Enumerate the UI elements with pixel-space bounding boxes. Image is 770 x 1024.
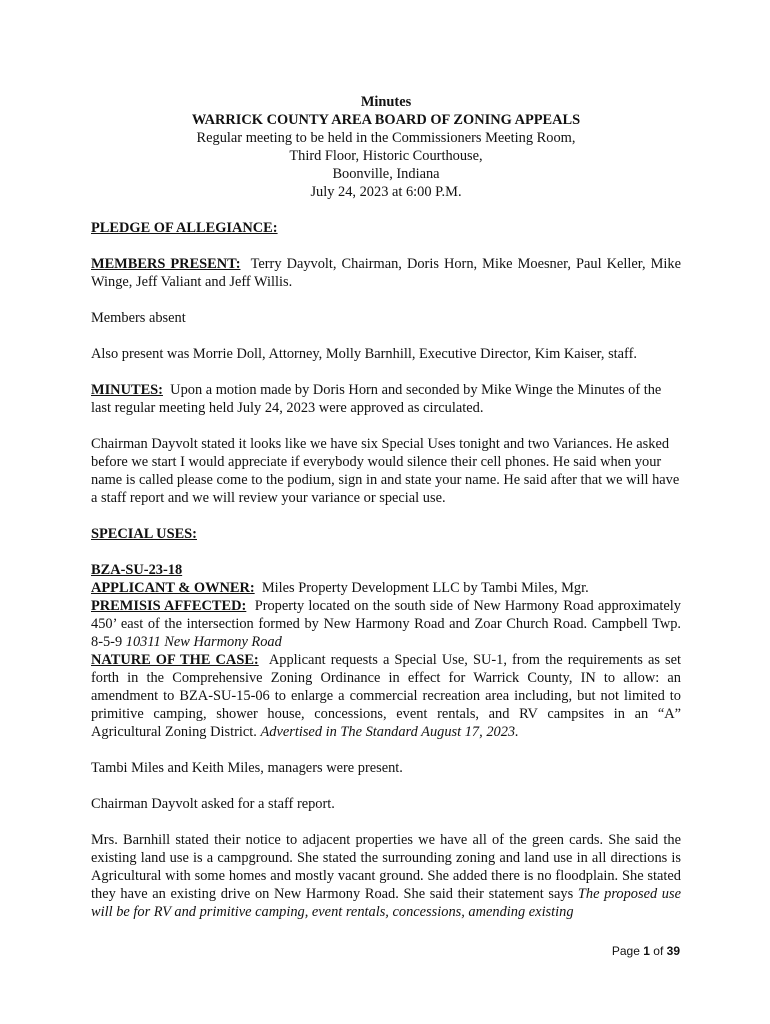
members-absent-line: Members absent xyxy=(91,310,186,326)
applicant-line xyxy=(91,579,681,597)
nature-label: NATURE OF THE CASE: xyxy=(91,652,259,668)
minutes-label: MINUTES: xyxy=(91,382,163,398)
meeting-location-line: Regular meeting to be held in the Commissioners Meeting Room, xyxy=(196,130,576,146)
managers-present-line: Tambi Miles and Keith Miles, managers were present. xyxy=(91,760,403,776)
meeting-date-line: July 24, 2023 at 6:00 P.M. xyxy=(310,184,462,200)
staff-report-request: Chairman Dayvolt asked for a staff report. xyxy=(91,796,335,812)
document-header xyxy=(91,93,681,201)
advertised-note: Advertised in The Standard August 17, 2023. xyxy=(260,724,519,740)
premises-address: 10311 New Harmony Road xyxy=(125,634,282,650)
nature-text: Applicant requests a Special Use, SU-1, from the requirements as set forth in the Comprehensive Zoning Ordinance in effect for Warrick County, IN to allow: an amendment to BZA-SU-15-06 to enlarge a commercial recreation area including, but not limited to primitive camping, shower house, concessions, event rentals, and RV campsites in an “A” Agricultural Zoning District. xyxy=(91,652,681,740)
premises-text: Property located on the south side of New Harmony Road approximately 450’ east of the intersection formed by New Harmony Road and Zoar Church Road. Campbell Twp. 8-5-9 xyxy=(91,598,681,650)
page-number-footer xyxy=(612,942,680,960)
document-title: Minutes xyxy=(360,94,412,110)
members-present-paragraph xyxy=(91,255,681,291)
minutes-text: Upon a motion made by Doris Horn and seconded by Mike Winge the Minutes of the last regular meeting held July 24, 2023 were approved as circulated. xyxy=(91,382,662,416)
minutes-paragraph xyxy=(91,381,681,417)
page-label: Page xyxy=(611,944,640,958)
chairman-intro-paragraph: Chairman Dayvolt stated it looks like we have six Special Uses tonight and two Variances. He asked before we start I would appreciate if everybody would silence their cell phones. He said when your name is called please come to the podium, sign in and state your name. He said after that we will have a staff report and we will review your variance or special use. xyxy=(91,436,680,506)
case-number: BZA-SU-23-18 xyxy=(91,562,183,578)
page-of-label: of xyxy=(653,944,664,958)
meeting-floor-line: Third Floor, Historic Courthouse, xyxy=(289,148,483,164)
pledge-heading: PLEDGE OF ALLEGIANCE: xyxy=(91,220,278,236)
total-page-count: 39 xyxy=(666,944,680,958)
document-body xyxy=(91,93,681,921)
meeting-city-line: Boonville, Indiana xyxy=(332,166,440,182)
applicant-label: APPLICANT & OWNER: xyxy=(91,580,255,596)
organization-name: WARRICK COUNTY AREA BOARD OF ZONING APPEALS xyxy=(191,112,581,128)
premises-label: PREMISIS AFFECTED: xyxy=(91,598,247,614)
also-present-line: Also present was Morrie Doll, Attorney, Molly Barnhill, Executive Director, Kim Kaiser, staff. xyxy=(91,346,637,362)
applicant-text: Miles Property Development LLC by Tambi Miles, Mgr. xyxy=(261,580,589,596)
members-present-text: Terry Dayvolt, Chairman, Doris Horn, Mike Moesner, Paul Keller, Mike Winge, Jeff Valiant and Jeff Willis. xyxy=(91,256,681,290)
staff-report-paragraph xyxy=(91,831,681,921)
staff-report-text: Mrs. Barnhill stated their notice to adjacent properties we have all of the green cards. She said the existing land use is a campground. She stated the surrounding zoning and land use in all directions is Agricultural with some homes and mostly vacant ground. She added there is no floodplain. She stated they have an existing drive on New Harmony Road. She said their statement says xyxy=(91,832,681,902)
members-present-label: MEMBERS PRESENT: xyxy=(91,256,241,272)
premises-paragraph xyxy=(91,597,681,651)
staff-report-quote: The proposed use will be for RV and primitive camping, event rentals, concessions, amending existing xyxy=(91,886,681,920)
special-uses-heading: SPECIAL USES: xyxy=(91,526,197,542)
current-page-number: 1 xyxy=(643,944,650,958)
nature-of-case-paragraph xyxy=(91,651,681,741)
